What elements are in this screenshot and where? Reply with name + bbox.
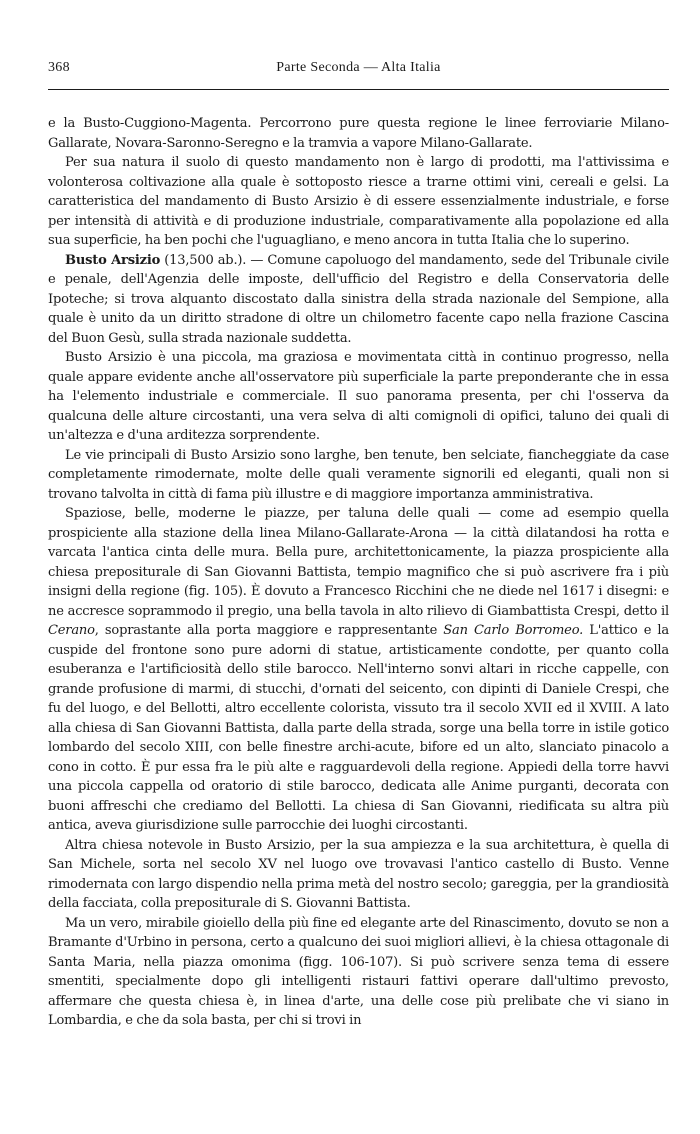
paragraph-text: Busto Arsizio è una piccola, ma graziosa e movimentata città in continuo progresso, nella quale appare evidente anche all'osservatore più superficiale la parte preponderante che in essa ha l'elemento industriale e commerciale. Il suo panorama presenta, per chi l'osserva da qualcuna delle alture circostanti, una vera selva di alti comignoli di opifici, taluno dei quali di un'altezza e d'una arditezza sorprendente. <box>48 350 669 443</box>
paragraph-text: Le vie principali di Busto Arsizio sono larghe, ben tenute, ben selciate, fiancheggiate da case completamente rimodernate, molte delle quali veramente signorili ed eleganti, quali non si trovano talvolta in città di fama più illustre e di maggiore importanza amministrativa. <box>48 447 669 502</box>
paragraph-text: (13,500 ab.). — Comune capoluogo del mandamento, sede del Tribunale civile e penale, dell'Agenzia delle imposte, dell'ufficio del Registro e della Conservatoria delle Ipoteche; si trova alquanto discostato dalla sinistra della strada nazionale del Sempione, alla quale è unito da un diritto stradone di oltre un chilometro facente capo nella frazione Cascina del Buon Gesù, sulla strada nazionale suddetta. <box>48 252 669 346</box>
paragraph-squares <box>48 504 669 836</box>
page-number: 368 <box>48 60 70 75</box>
header-rule <box>48 89 669 90</box>
paragraph-text: , soprastante alla porta maggiore e rappresentante <box>94 623 438 638</box>
paragraph-text: Altra chiesa notevole in Busto Arsizio, per la sua ampiezza e la sua architettura, è quella di San Michele, sorta nel secolo XV nel luogo ove trovavasi l'antico castello di Busto. Venne rimodernata con largo dispendio nella prima metà del nostro secolo; gareggia, per la grandiosità della facciata, colla prepositurale di S. Giovanni Battista. <box>48 837 669 911</box>
italic-text: San Carlo Borromeo. <box>443 623 584 638</box>
book-page <box>48 60 669 1031</box>
body-text <box>48 114 669 1031</box>
paragraph-text: L'attico e la cuspide del frontone sono pure adorni di statue, artisticamente condotte, per quanto colla esuberanza e l'artificiosità dello stile barocco. Nell'interno sonvi altari in ricche cappelle, con grande profusione di marmi, di stucchi, d'ornati del seicento, con dipinti di Daniele Crespi, che fu del luogo, e del Bellotti, altro eccellente colorista, vissuto tra il secolo XVII ed il XVIII. A lato alla chiesa di San Giovanni Battista, dalla parte della strada, sorge una bella torre in istile gotico lombardo del secolo XIII, con belle finestre archi-acute, bifore ed un alto, slanciato pinacolo a cono in cotto. È pur essa fra le più alte e ragguardevoli della regione. Appiedi della torre havvi una piccola cappella od oratorio di stile barocco, dedicata alle Anime purganti, decorata con buoni affreschi che crediamo del Bellotti. La chiesa di San Giovanni, riedificata su altra più antica, aveva giurisdizione sulle parrocchie dei luoghi circostanti. <box>48 623 669 833</box>
entry-heading: Busto Arsizio <box>65 252 161 268</box>
italic-text: Cerano <box>48 623 95 638</box>
paragraph-streets <box>48 446 669 505</box>
paragraph-text: Per sua natura il suolo di questo mandamento non è largo di prodotti, ma l'attivissima e volonterosa coltivazione alla quale è sottoposto riesce a trarne ottimi vini, cereali e gelsi. La caratteristica del mandamento di Busto Arsizio è di essere essenzialmente industriale, e forse per intensità di attività e di produzione industriale, comparativamente alla popolazione ed alla sua superficie, ha ben pochi che l'uguagliano, e meno ancora in tutta Italia che lo superino. <box>48 155 669 248</box>
paragraph-text: e la Busto-Cuggiono-Magenta. Percorrono pure questa regione le linee ferroviarie Milano-Gallarate, Novara-Saronno-Seregno e la tramvia a vapore Milano-Gallarate. <box>48 116 669 151</box>
paragraph-text: Ma un vero, mirabile gioiello della più fine ed elegante arte del Rinascimento, dovuto se non a Bramante d'Urbino in persona, certo a qualcuno dei suoi migliori allievi, è la chiesa ottagonale di Santa Maria, nella piazza omonima (figg. 106-107). Si può scrivere senza tema di essere smentiti, specialmente dopo gli intelligenti ristauri fattivi operare dall'ultimo prevosto, affermare che questa chiesa è, in linea d'arte, una delle cose più prelibate che vi siano in Lombardia, e che da sola basta, per chi si trovi in <box>48 915 669 1028</box>
paragraph-busto-arsizio <box>48 251 669 349</box>
paragraph-santa-maria <box>48 914 669 1031</box>
paragraph-city <box>48 348 669 446</box>
running-header <box>48 60 669 80</box>
paragraph-san-michele <box>48 836 669 914</box>
paragraph-soil <box>48 153 669 251</box>
paragraph-continuation <box>48 114 669 153</box>
paragraph-text: Spaziose, belle, moderne le piazze, per taluna delle quali — come ad esempio quella prospiciente alla stazione della linea Milano-Gallarate-Arona — la città dilatandosi ha rotta e varcata l'antica cinta delle mura. Bella pure, architettonicamente, la piazza prospiciente alla chiesa prepositurale di San Giovanni Battista, tempio magnifico che si può ascrivere fra i più insigni della regione (fig. 105). È dovuto a Francesco Ricchini che ne diede nel 1617 i disegni: e ne accresce soprammodo il pregio, una bella tavola in alto rilievo di Giambattista Crespi, detto il <box>48 506 669 619</box>
running-title: Parte Seconda — Alta Italia <box>276 60 441 75</box>
